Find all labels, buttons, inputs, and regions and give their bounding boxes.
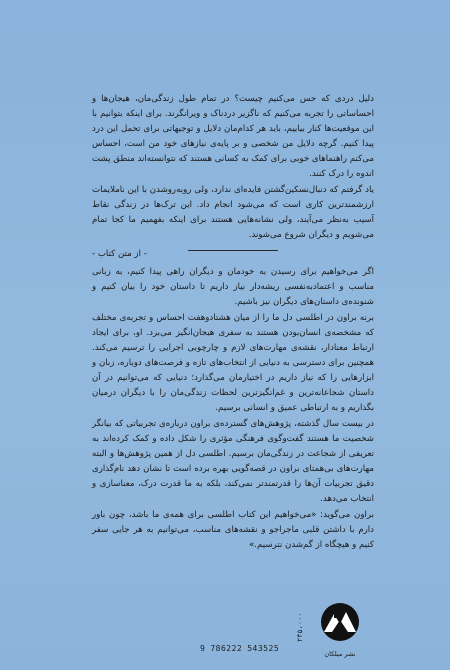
blurb-paragraph-2: برنه براون در اطلسی دل ما را از میان هشتادوهفت احساس و تجربه‌ی مختلف که مشخصه‌ی انسان‌بودن هستند به سفری هیجان‌انگیز می‌برد. او، برای ایجاد ارتباط معنادار، نقشه‌ی مهارت‌های لازم و چارچوبی اجرایی را ترسیم می‌کند. همچنین برای دسترسی به دنیایی از انتخاب‌های تازه و فرصت‌های دوباره، زبان و ابزارهایی را که نیاز داریم در اختیارمان می‌گذارد؛ دنیایی که می‌توانیم در آن داستان شجاعانه‌ترین و غم‌انگیزترین لحظات زندگی‌مان را با دیگران درمیان بگذاریم و به ارتباطی عمیق و انسانی برسیم. xyxy=(92,313,374,413)
isbn-number xyxy=(200,644,310,656)
book-excerpt xyxy=(92,92,374,263)
blurb-paragraph-1: اگر می‌خواهیم برای رسیدن به خودمان و دیگران راهی پیدا کنیم، به زبانی مناسب و اعتمادبه‌نفسی ریشه‌دار نیاز داریم تا داستان خود را بیان کنیم و شنونده‌ی داستان‌های دیگران نیز باشیم. xyxy=(92,267,374,307)
excerpt-paragraph-2: یاد گرفتم که دنبال‌نسکین‌گشتن فایده‌ای ندارد، ولی روبه‌روشدن با این ناملایمات ارزشمندترین کاری است که می‌شود انجام داد. این ترک‌ها در زندگی نقاط آسیب به‌نظر می‌آیند، ولی نشانه‌هایی هستند برای اینکه بفهمیم ما کجا تمام می‌شویم و دیگران شروع می‌شوند. xyxy=(92,185,374,240)
price-label xyxy=(296,602,308,642)
price-text: ۲۴۵،۰۰۰ xyxy=(296,612,304,642)
book-blurb xyxy=(92,265,374,554)
isbn-prefix: 9 xyxy=(200,644,206,653)
blurb-paragraph-3: در بیست سال گذشته، پژوهش‌های گسترده‌ی براون درباره‌ی تجربیاتی که بیانگر شخصیت ما هستند گفت‌وگوی فرهنگی مؤثری را شکل داده و کمک کرده‌اند به تعریفی از شجاعت در زندگی‌مان برسیم. اطلسی دل از همین پژوهش‌ها و البته مهارت‌های بی‌همتای براون در قصه‌گویی بهره برده است تا نشان دهد نام‌گذاری دقیق تجربیات آن‌ها را قدرتمندتر نمی‌کند، بلکه به ما قدرت درک، معناسازی و انتخاب می‌دهد. xyxy=(92,419,374,504)
blurb-paragraph-4: براون می‌گوید: «می‌خواهیم این کتاب اطلسی برای همه‌ی ما باشد، چون باور دارم با داشتن قلبی ماجراجو و نقشه‌های مناسب، می‌توانیم به هر جایی سفر کنیم و هیچگاه از گم‌شدن نترسیم.» xyxy=(92,510,374,550)
isbn-group-2: 543525 xyxy=(247,644,280,653)
publisher-name: نشر میلکان xyxy=(324,650,356,658)
excerpt-source: - از متن کتاب - xyxy=(92,249,147,259)
isbn-group-1: 786222 xyxy=(210,644,243,653)
excerpt-paragraph-1: دلیل دردی که حس می‌کنیم چیست؟ در تمام طول زندگی‌مان، هیجان‌ها و احساساتی را تجربه می‌کنیم که ناگزیر دردناک و ویرانگرند. برای اینکه بتوانیم با این موقعیت‌ها کنار بیاییم، باید هر کدام‌مان دلایل و توجیهاتی برای تحمل این درد پیدا کنیم. گرچه دلایل من شخصی و بر پایه‌ی نیازهای خود من است، احساس می‌کنم راهنماهای خوبی برای کمک به کسانی هستند که نتوانسته‌اند منطق پشت اندوه را درک کنند. xyxy=(92,94,374,179)
section-divider xyxy=(188,250,278,251)
